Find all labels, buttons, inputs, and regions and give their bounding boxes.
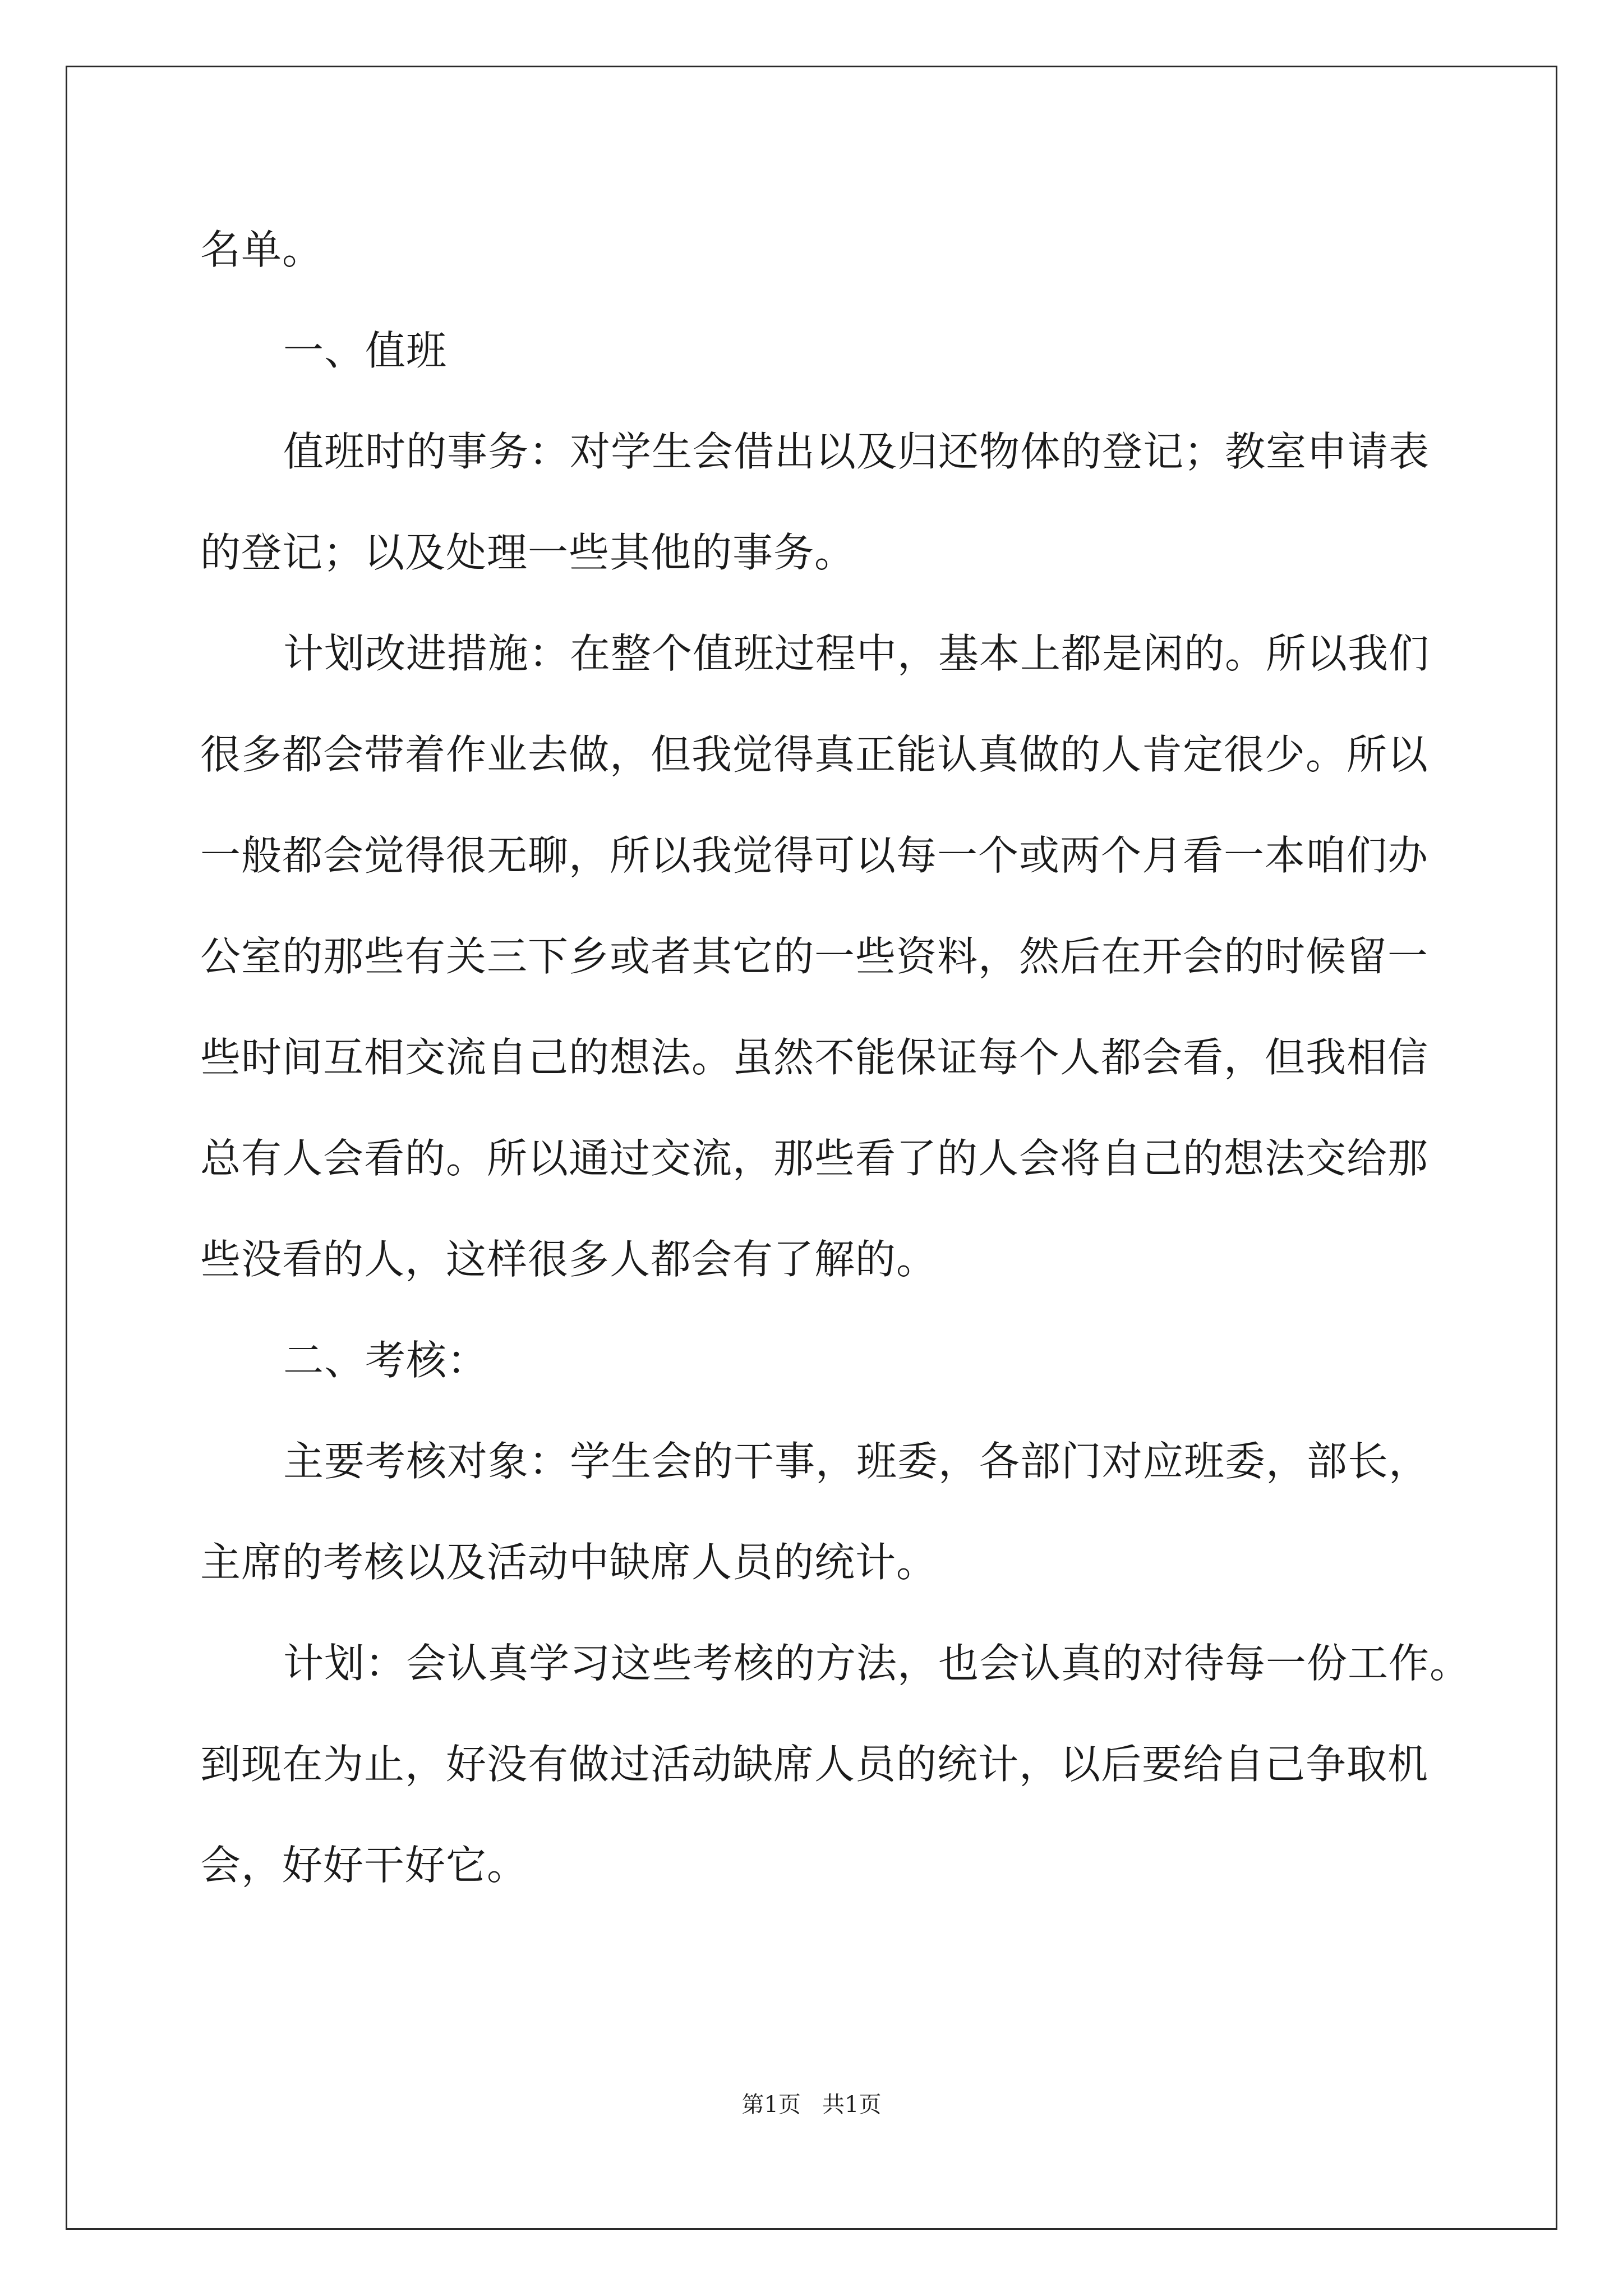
text-line: 些时间互相交流自己的想法。虽然不能保证每个人都会看，但我相信 (200, 1034, 1429, 1081)
text-line: 会，好好干好它。 (200, 1842, 528, 1889)
text-line: 总有人会看的。所以通过交流，那些看了的人会将自己的想法交给那 (200, 1135, 1429, 1182)
section-heading-assessment: 二、考核： (283, 1337, 488, 1384)
text-line: 名单。 (200, 226, 324, 273)
text-line: 很多都会带着作业去做，但我觉得真正能认真做的人肯定很少。所以 (200, 731, 1429, 778)
text-line: 主席的考核以及活动中缺席人员的统计。 (200, 1539, 938, 1586)
text-line: 值班时的事务：对学生会借出以及归还物体的登记；教室申请表 (283, 428, 1430, 475)
text-line: 到现在为止，好没有做过活动缺席人员的统计，以后要给自己争取机 (200, 1741, 1429, 1788)
page-number-footer: 第1页 共1页 (741, 2092, 882, 2118)
text-line: 主要考核对象：学生会的干事，班委，各部门对应班委，部长， (283, 1438, 1430, 1485)
text-line: 些没看的人，这样很多人都会有了解的。 (200, 1236, 938, 1283)
document-body (200, 208, 1471, 1924)
text-line: 公室的那些有关三下乡或者其它的一些资料，然后在开会的时候留一 (200, 933, 1429, 980)
text-line: 计划：会认真学习这些考核的方法，也会认真的对待每一份工作。 (283, 1640, 1471, 1687)
text-line: 的登记；以及处理一些其他的事务。 (200, 529, 856, 576)
text-line: 计划改进措施：在整个值班过程中，基本上都是闲的。所以我们 (283, 630, 1430, 677)
section-heading-duty: 一、值班 (283, 327, 448, 374)
text-line: 一般都会觉得很无聊，所以我觉得可以每一个或两个月看一本咱们办 (200, 832, 1429, 879)
